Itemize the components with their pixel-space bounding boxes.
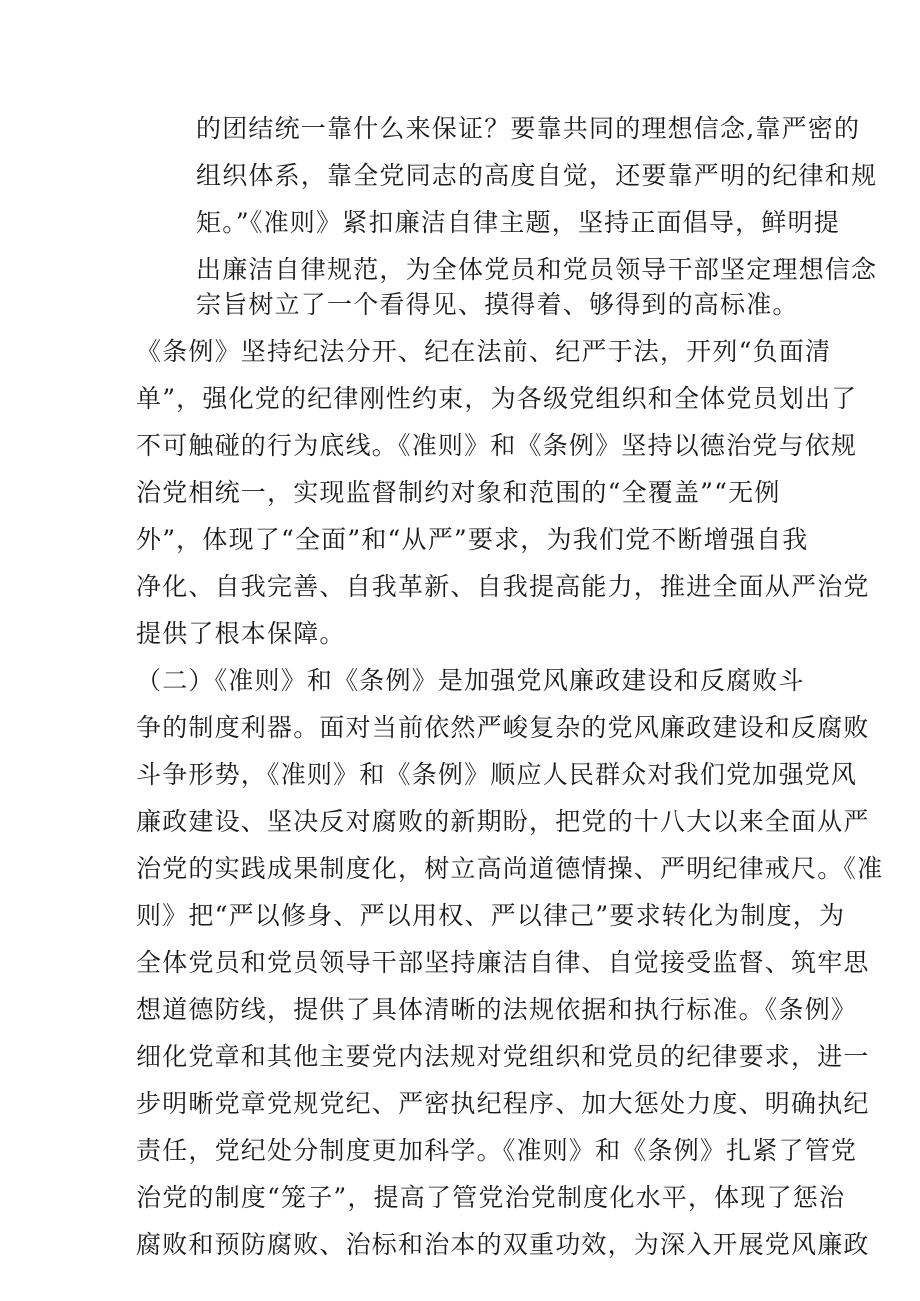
text-line: 外”，体现了“全面”和“从严”要求，为我们党不断增强自我 xyxy=(136,525,809,554)
text-line: 治党相统一，实现监督制约对象和范围的“全覆盖”“无例 xyxy=(136,478,781,507)
text-line: 矩。”《准则》紧扣廉洁自律主题，坚持正面倡导，鲜明提 xyxy=(196,208,840,237)
text-line: 净化、自我完善、自我革新、自我提高能力，推进全面从严治党 xyxy=(136,572,870,601)
text-line: 责任，党纪处分制度更加科学。《准则》和《条例》扎紧了管党 xyxy=(136,1136,858,1165)
text-line: 提供了根本保障。 xyxy=(136,619,346,648)
text-line: 则》把“严以修身、严以用权、严以律己”要求转化为制度，为 xyxy=(136,901,846,930)
text-line: 全体党员和党员领导干部坚持廉洁自律、自觉接受监督、筑牢思 xyxy=(136,948,870,977)
text-line: 出廉洁自律规范，为全体党员和党员领导干部坚定理想信念 xyxy=(196,255,878,284)
text-line: 宗旨树立了一个看得见、摸得着、够得到的高标准。 xyxy=(196,290,799,319)
text-line: 细化党章和其他主要党内法规对党组织和党员的纪律要求，进一 xyxy=(136,1042,870,1071)
text-line: 《条例》坚持纪法分开、纪在法前、纪严于法，开列“负面清 xyxy=(136,337,832,366)
text-line: 的团结统一靠什么来保证？要靠共同的理想信念,靠严密的 xyxy=(196,114,861,143)
text-line: 想道德防线，提供了具体清晰的法规依据和执行标准。《条例》 xyxy=(136,995,858,1024)
text-line: 治党的实践成果制度化，树立高尚道德情操、严明纪律戒尺。《准 xyxy=(136,854,884,883)
text-line: （二）《准则》和《条例》是加强党风廉政建设和反腐败斗 xyxy=(136,666,805,695)
text-line: 不可触碰的行为底线。《准则》和《条例》坚持以德治党与依规 xyxy=(136,431,858,460)
text-line: 治党的制度“笼子”，提高了管党治党制度化水平，体现了惩治 xyxy=(136,1183,846,1212)
text-line: 争的制度利器。面对当前依然严峻复杂的党风廉政建设和反腐败 xyxy=(136,713,870,742)
text-line: 组织体系，靠全党同志的高度自觉，还要靠严明的纪律和规 xyxy=(196,161,878,190)
text-line: 单”，强化党的纪律刚性约束，为各级党组织和全体党员划出了 xyxy=(136,384,858,413)
text-line: 腐败和预防腐败、治标和治本的双重功效，为深入开展党风廉政 xyxy=(136,1230,870,1259)
text-line: 斗争形势，《准则》和《条例》顺应人民群众对我们党加强党风 xyxy=(136,760,858,789)
text-line: 步明晰党章党规党纪、严密执纪程序、加大惩处力度、明确执纪 xyxy=(136,1089,870,1118)
text-line: 廉政建设、坚决反对腐败的新期盼，把党的十八大以来全面从严 xyxy=(136,807,870,836)
